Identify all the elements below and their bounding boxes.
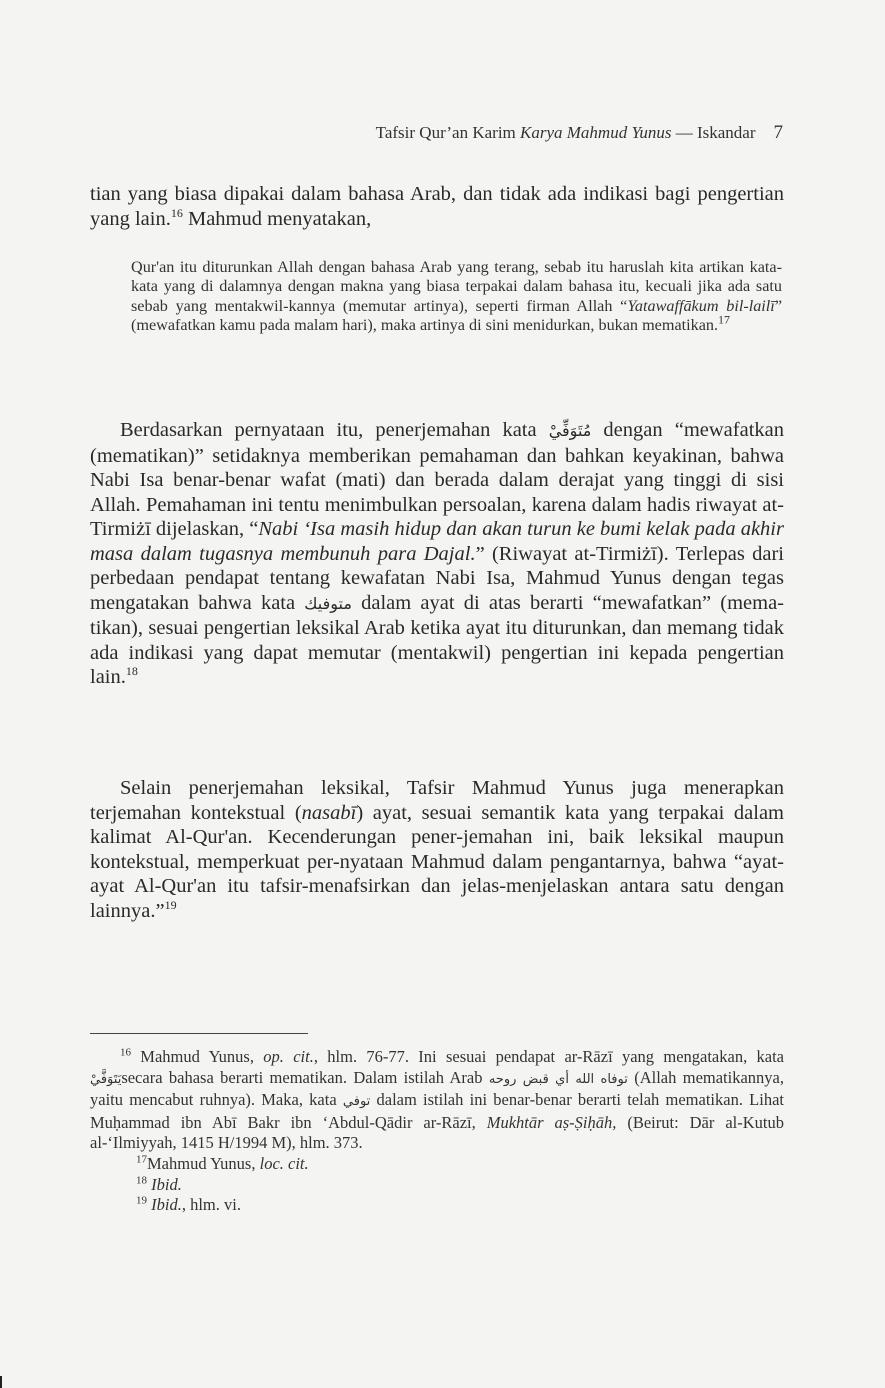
scan-edge-mark bbox=[0, 1376, 2, 1388]
footnote-19: $^{19}$ Ibid., hlm. vi. bbox=[136, 1194, 241, 1215]
header-title: Tafsir Qur’an Karim Karya Mahmud Yunus — Iskandar bbox=[375, 123, 756, 142]
paragraph-3: Selain penerjemahan leksikal, Tafsir Mahmud Yunus juga menerapkan terjemahan kontekstual (nasabī) ayat, sesuai semantik kata yang terpakai dalam kalimat Al-Qur'an. Kecenderungan pener-jemahan ini, baik leksikal maupun kontekstual, memperkuat per-nyataan Mahmud dalam pengantarnya, bahwa “ayat-ayat Al-Qur'an itu tafsir-menafsirkan dan jelas-menjelaskan antara satu dengan lainnya.”$^{19}$ bbox=[90, 777, 784, 922]
page-number: 7 bbox=[773, 122, 783, 143]
footnote-17: $^{17}$Mahmud Yunus, loc. cit. bbox=[136, 1153, 309, 1173]
footnote-18: $^{18}$ Ibid. bbox=[136, 1174, 182, 1194]
footnote-ref-16: 16 bbox=[170, 205, 183, 220]
arabic-term-mutawaffi: مُتَوَفِّيْ bbox=[548, 421, 592, 440]
footnote-ref-19: 19 bbox=[164, 897, 177, 912]
block-quote: Qur'an itu diturunkan Allah dengan bahasa Arab yang terang, sebab itu haruslah kita artikan kata-kata yang di dalamnya dengan makna yang biasa terpakai dalam bahasa itu, kecuali jika ada satu sebab yang mentakwil-kannya (memutar artinya), seperti firman Allah “Yatawaffākum bil-lailī” (mewafatkan kamu pada malam hari), maka artinya di sini menidurkan, bukan mematikan.$^{17}$ bbox=[131, 258, 782, 334]
paragraph-2: Berdasarkan pernyataan itu, penerjemahan kata مُتَوَفِّيْ dengan “mewafatkan (mematikan)” setidaknya memberikan pemahaman dan bahkan keyakinan, bahwa Nabi Isa benar-benar wafat (mati) dan berada dalam derajat yang tinggi di sisi Allah. Pemahaman ini tentu menimbulkan persoalan, karena dalam hadis riwayat at-Tirmiżī dijelaskan, “Nabi ‘Isa masih hidup dan akan turun ke bumi kelak pada akhir masa dalam tugasnya membunuh para Dajal.” (Riwayat at-Tirmiżī). Terlepas dari perbedaan pendapat tentang kewafatan Nabi Isa, Mahmud Yunus dengan tegas mengatakan bahwa kata متوفيك dalam ayat di atas berarti “mewafatkan” (mema-tikan), sesuai pengertian leksikal Arab ketika ayat itu diturunkan, dan memang tidak ada indikasi yang dapat memutar (mentakwil) pengertian ini kepada pengertian lain.$^{18}$ bbox=[90, 419, 784, 688]
paragraph-1: tian yang biasa dipakai dalam bahasa Arab, dan tidak ada indikasi bagi pengertian yang lain.$^{16}$ Mahmud menyatakan, bbox=[90, 183, 784, 230]
footnotes bbox=[90, 1047, 784, 1216]
running-header bbox=[258, 122, 783, 144]
arabic-term-mutawaffika: متوفيك bbox=[304, 593, 352, 613]
footnote-divider bbox=[90, 1033, 308, 1034]
footnote-16: $^{16}$ Mahmud Yunus, op. cit., hlm. 76-77. Ini sesuai pendapat ar-Rāzī yang mengatakan, kata يَتَوَفَّيْsecara bahasa berarti mematikan. Dalam istilah Arab توفاه الله أي قبض روحه (Allah mematikannya, yaitu mencabut ruhnya). Maka, kata توفي dalam istilah ini benar-benar berarti telah mematikan. Lihat Muḥammad ibn Abī Bakr ibn ‘Abdul-Qādir ar-Rāzī, Mukhtār aṣ-Ṣiḥāh, (Beirut: Dār al-Kutub al-‘Ilmiyyah, 1415 H/1994 M), hlm. 373. bbox=[90, 1046, 784, 1153]
footnote-ref-18: 18 bbox=[125, 664, 138, 679]
footnote-ref-17: 17 bbox=[718, 312, 731, 327]
